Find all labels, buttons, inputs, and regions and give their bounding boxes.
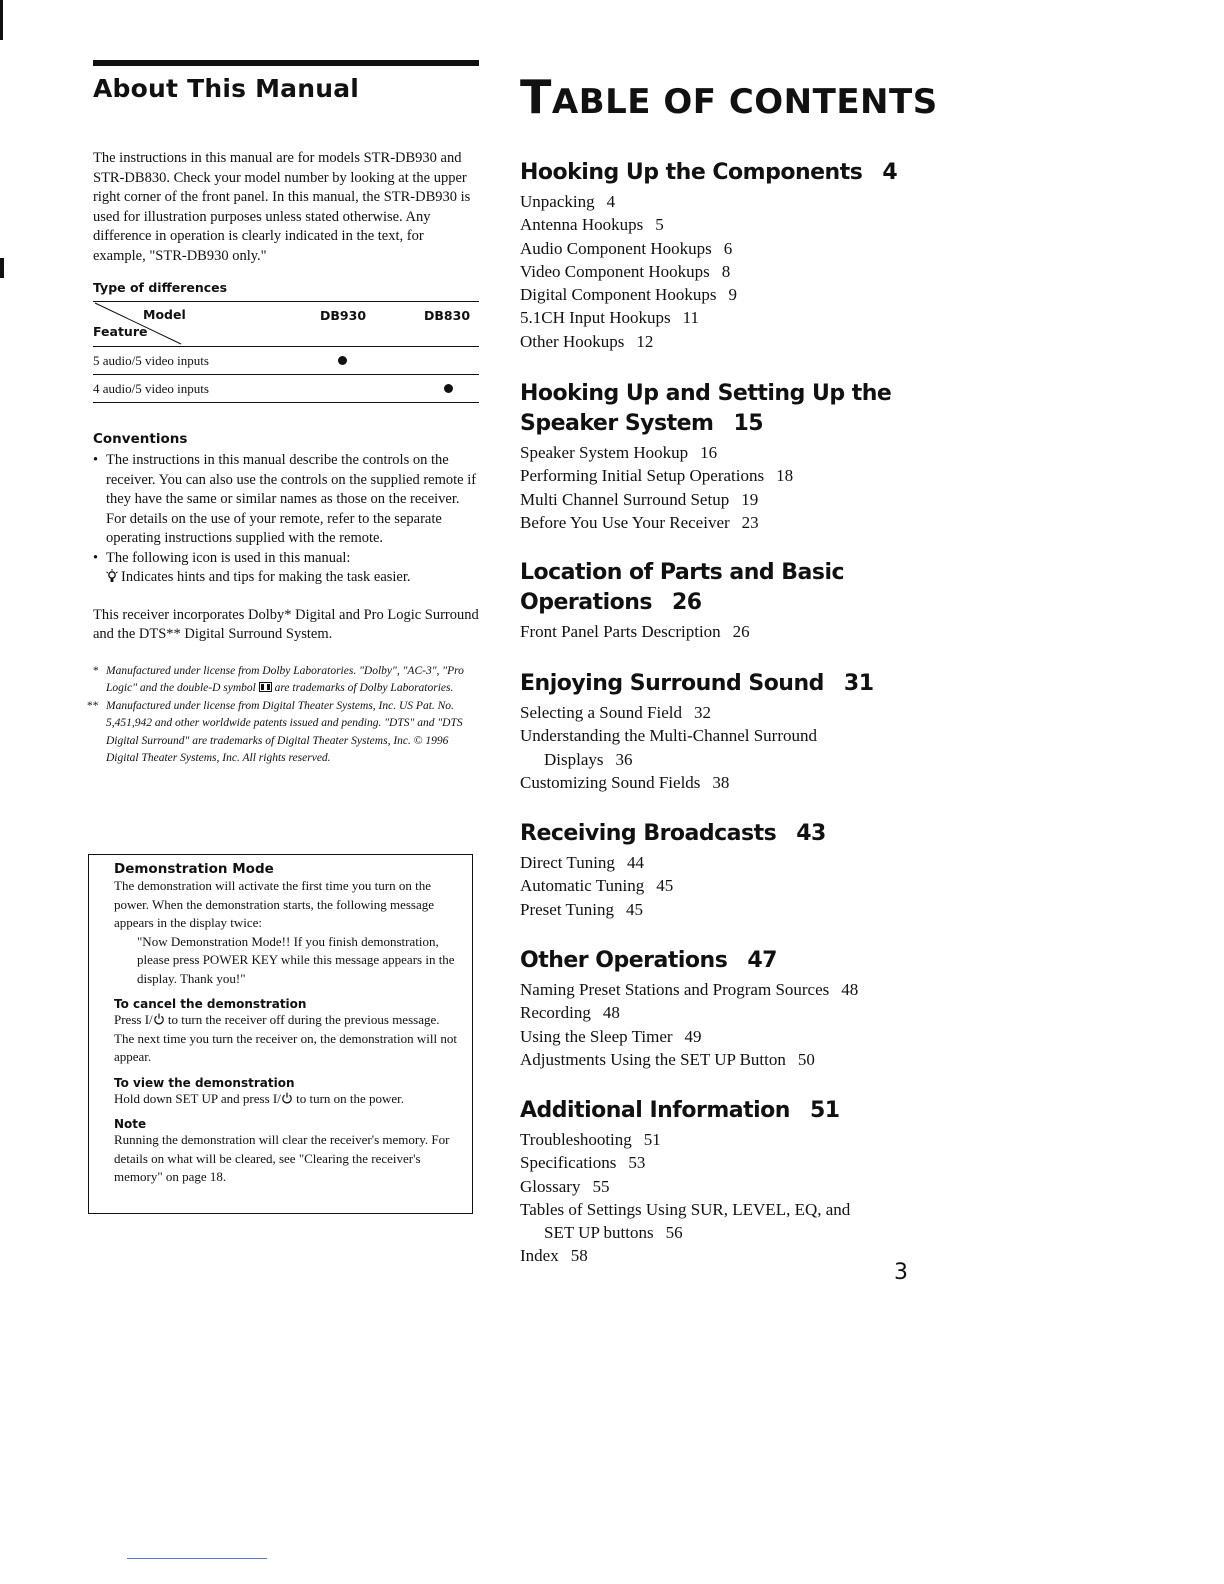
footnote-text: Manufactured under license from Dolby Laboratories. "Dolby", "AC-3", "Pro Logic" and the double-D symbol [106, 664, 464, 694]
differences-label: Type of differences [93, 280, 228, 295]
corner-feature-label: Feature [93, 324, 148, 339]
toc-entry: Customizing Sound Fields 38 [520, 772, 730, 792]
toc-entry: Recording 48 [520, 1003, 620, 1023]
footnotes [87, 663, 479, 768]
icon-intro-text: The following icon is used in this manual: [106, 549, 351, 566]
toc-section [520, 558, 920, 643]
scan-edge-mark [0, 258, 4, 278]
corner-model-label: Model [143, 307, 186, 322]
bullet-dot-icon [444, 384, 453, 393]
toc-entry: Glossary 55 [520, 1176, 610, 1196]
toc-entry: Specifications 53 [520, 1153, 646, 1173]
toc-entry: Multi Channel Surround Setup 19 [520, 489, 759, 509]
toc-section-title: Additional Information 51 [520, 1098, 840, 1123]
note-heading: Note [114, 1117, 147, 1131]
toc-entry-list [520, 441, 920, 534]
toc-section-title: Hooking Up and Setting Up the Speaker System 15 [520, 381, 892, 436]
bottom-scan-line [127, 1558, 267, 1559]
toc-section-title: Other Operations 47 [520, 948, 777, 973]
footnote-text: Manufactured under license from Digital Theater Systems, Inc. US Pat. No. 5,451,942 and other worldwide patents issued and pending. "DTS" and "DTS Digital Surround" are trademarks of Digital Theater Systems, Inc. © 1996 Digital Theater Systems, Inc. All rights reserved. [106, 699, 463, 764]
differences-table [93, 301, 479, 403]
toc-section-title: Hooking Up the Components 4 [520, 160, 898, 185]
toc-section [520, 669, 920, 794]
cancel-demo-heading: To cancel the demonstration [114, 997, 307, 1011]
toc-entry: Speaker System Hookup 16 [520, 443, 718, 462]
scan-edge-mark [0, 0, 3, 40]
tip-text: Indicates hints and tips for making the task easier. [121, 569, 411, 585]
toc-entry-list [520, 701, 920, 794]
view-demo-text-a: Hold down SET UP and press I/ [114, 1090, 281, 1106]
toc-entry: Front Panel Parts Description 26 [520, 622, 750, 641]
toc-entry-continuation: SET UP buttons 56 [544, 1223, 683, 1243]
footnote-mark: ** [87, 699, 99, 712]
table-row [93, 375, 479, 403]
toc-entry: Antenna Hookups 5 [520, 215, 664, 235]
toc-entry-list [520, 851, 920, 921]
power-symbol-icon [281, 1092, 293, 1104]
double-d-symbol-icon [259, 682, 272, 692]
toc-entry: Before You Use Your Receiver 23 [520, 512, 759, 532]
feature-cell: 5 audio/5 video inputs [93, 352, 209, 368]
toc-section-title: Location of Parts and Basic Operations 26 [520, 560, 845, 615]
toc-entry-list [520, 1128, 920, 1268]
toc-entry: 5.1CH Input Hookups 11 [520, 308, 700, 328]
table-row [93, 347, 479, 375]
list-item: • The instructions in this manual describe the controls on the receiver. You can also use the controls on the supplied remote if they have the same or similar names as those on the receiver. For details on the use of your remote, refer to the separate operating instructions supplied with the remote. [93, 451, 479, 549]
power-symbol-icon [153, 1013, 165, 1025]
toc-section-title: Receiving Broadcasts 43 [520, 821, 826, 846]
toc-title-initial: T [520, 70, 552, 124]
intro-paragraph: The instructions in this manual are for models STR-DB930 and STR-DB830. Check your model number by looking at the upper right corner of the front panel. In this manual, the STR-DB930 is used for illustration purposes unless stated otherwise. Any difference in operation is clearly indicated in the text, for example, "STR-DB930 only." [93, 150, 471, 264]
demo-title: Demonstration Mode [114, 861, 274, 877]
view-demo-heading: To view the demonstration [114, 1075, 295, 1090]
toc-entry: Troubleshooting 51 [520, 1130, 661, 1149]
toc-entry: Adjustments Using the SET UP Button 50 [520, 1049, 815, 1069]
demo-intro: The demonstration will activate the first time you turn on the power. When the demonstration starts, the following message appears in the display twice: [114, 878, 434, 930]
toc-entry: Digital Component Hookups 9 [520, 285, 737, 305]
lightbulb-tip-icon [106, 569, 118, 583]
toc-entry: Understanding the Multi-Channel Surround [520, 726, 817, 746]
conventions-list [93, 451, 479, 588]
view-demo-text [114, 1090, 458, 1109]
toc-section [520, 819, 920, 921]
toc-entry: Using the Sleep Timer 49 [520, 1026, 702, 1046]
dolby-dts-paragraph: This receiver incorporates Dolby* Digital and Pro Logic Surround and the DTS** Digital Surround System. [93, 606, 479, 642]
footnote-mark: * [93, 664, 99, 677]
toc-entry-continuation: Displays 36 [544, 749, 633, 769]
toc-entry: Automatic Tuning 45 [520, 876, 674, 896]
toc-section [520, 379, 920, 534]
toc-entry-list [520, 190, 920, 353]
bullet-dot-icon [338, 356, 347, 365]
table-corner-cell [93, 302, 320, 347]
toc-entry-list [520, 978, 920, 1071]
toc-title [520, 70, 938, 124]
toc-section [520, 946, 920, 1071]
toc-title-rest: ABLE OF CONTENTS [551, 82, 938, 122]
page-number: 3 [894, 1260, 908, 1285]
toc-entry: Preset Tuning 45 [520, 899, 643, 919]
demonstration-mode-box [88, 854, 473, 1214]
note-text: Running the demonstration will clear the receiver's memory. For details on what will be cleared, see "Clearing the receiver's memory" on page 18. [114, 1132, 450, 1184]
column-header-db930: DB930 [320, 308, 367, 323]
toc-entry: Other Hookups 12 [520, 331, 654, 351]
cancel-demo-text [114, 1011, 458, 1067]
toc-entry: Video Component Hookups 8 [520, 261, 731, 281]
toc-section [520, 1096, 920, 1268]
footnote-dts [87, 698, 479, 768]
toc-section-title: Enjoying Surround Sound 31 [520, 671, 874, 696]
toc-section [520, 158, 920, 353]
toc-entry: Audio Component Hookups 6 [520, 238, 733, 258]
toc-entry-list [520, 620, 920, 643]
toc-entry: Unpacking 4 [520, 192, 616, 211]
view-demo-text-b: to turn on the power. [296, 1090, 405, 1106]
section-rule [93, 60, 479, 66]
conventions-heading: Conventions [93, 431, 188, 447]
toc-entry: Direct Tuning 44 [520, 853, 644, 872]
feature-cell: 4 audio/5 video inputs [93, 380, 209, 396]
toc-entry: Performing Initial Setup Operations 18 [520, 466, 794, 486]
about-manual-column [87, 60, 479, 768]
list-item [93, 549, 479, 588]
footnote-dolby [93, 663, 479, 698]
cancel-demo-text-b: to turn the receiver off during the previous message. The next time you turn the receiver on, the demonstration will not appear. [114, 1012, 457, 1064]
cancel-demo-text-a: Press I/ [114, 1012, 153, 1027]
demo-message-quote: "Now Demonstration Mode!! If you finish demonstration, please press POWER KEY while this message appears in the display. Thank you!" [137, 933, 455, 986]
column-header-db830: DB830 [424, 308, 471, 323]
about-title: About This Manual [93, 74, 360, 103]
toc-entry: Index 58 [520, 1246, 588, 1266]
toc-entry: Naming Preset Stations and Program Sources 48 [520, 980, 859, 999]
table-of-contents [520, 70, 938, 124]
toc-entry: Selecting a Sound Field 32 [520, 703, 711, 722]
toc-entry: Tables of Settings Using SUR, LEVEL, EQ, and [520, 1199, 851, 1219]
footnote-text: are trademarks of Dolby Laboratories. [274, 682, 454, 694]
tip-line [106, 568, 479, 588]
